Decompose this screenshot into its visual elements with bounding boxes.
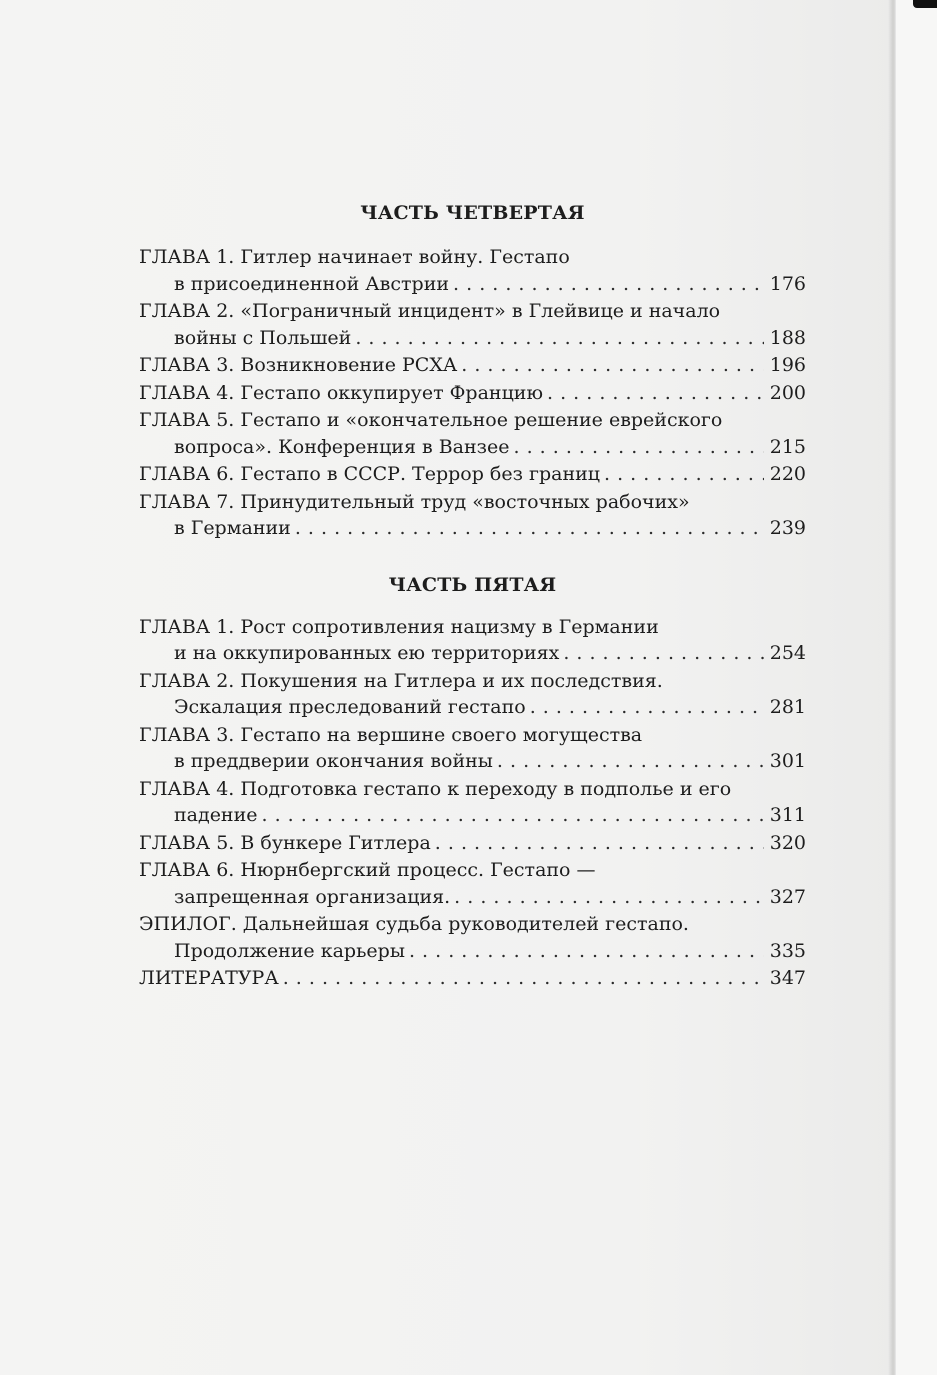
dot-leader: [355, 325, 763, 352]
dot-leader: [262, 802, 764, 829]
dot-leader: [514, 434, 764, 461]
dot-leader: [283, 965, 764, 992]
table-of-contents: [139, 198, 806, 992]
page-number: 320: [769, 831, 806, 854]
toc-entry[interactable]: [139, 830, 806, 857]
entry-row: [139, 325, 806, 352]
entry-title-line2: запрещенная организация.: [174, 885, 451, 908]
entry-title-line2: Эскалация преследований гестапо: [174, 696, 526, 718]
page-number: 200: [769, 381, 806, 404]
dot-leader: [295, 515, 764, 542]
entry-row: [139, 380, 806, 407]
entry-title-line2: ГЛАВА 4. Гестапо оккупирует Францию: [139, 381, 544, 404]
dot-leader: [453, 271, 764, 298]
toc-entry[interactable]: [139, 776, 806, 829]
entry-row: [139, 802, 806, 829]
toc-entry[interactable]: [139, 380, 806, 407]
entry-row: [139, 461, 806, 488]
entry-row: [139, 965, 806, 992]
entry-title-line2: и на оккупированных ею территориях: [174, 642, 560, 664]
part-title: ЧАСТЬ ЧЕТВЕРТАЯ: [360, 202, 585, 224]
toc-entry[interactable]: [139, 911, 806, 964]
dot-leader: [409, 938, 764, 965]
entry-title-line2: в Германии: [174, 517, 291, 539]
entry-title-line1: ГЛАВА 3. Гестапо на вершине своего могущества: [139, 723, 643, 746]
entry-title-line1: ГЛАВА 4. Подготовка гестапо к переходу в подполье и его: [139, 777, 732, 800]
entry-row: [139, 434, 806, 461]
dot-leader: [454, 884, 764, 911]
entry-title-line2: Продолжение карьеры: [174, 939, 405, 962]
dot-leader: [563, 640, 763, 667]
page-number: 347: [769, 967, 806, 989]
entry-title-line2: падение: [174, 804, 258, 826]
entry-title-line2: в преддверии окончания войны: [174, 750, 493, 772]
entry-row: [139, 884, 806, 911]
page-number: 188: [769, 326, 806, 349]
toc-entry[interactable]: [139, 352, 806, 379]
page-number: 301: [769, 750, 806, 772]
entry-title-line1: ГЛАВА 1. Рост сопротивления нацизму в Германии: [139, 615, 659, 638]
entry-title-line1: ГЛАВА 6. Нюрнбергский процесс. Гестапо —: [139, 859, 596, 881]
part-entries: [139, 244, 806, 542]
entry-title-line1: ГЛАВА 5. Гестапо и «окончательное решение еврейского: [139, 409, 723, 431]
page-number: 196: [769, 354, 806, 376]
entry-title-line2: в присоединенной Австрии: [174, 272, 450, 295]
facing-page-edge: [896, 0, 937, 1375]
entry-row: [139, 748, 806, 775]
part-title: ЧАСТЬ ПЯТАЯ: [388, 573, 557, 596]
dot-leader: [435, 830, 764, 857]
dot-leader: [497, 748, 764, 775]
toc-entry[interactable]: [139, 965, 806, 992]
entry-row: [139, 830, 806, 857]
page-number: 254: [769, 642, 806, 664]
page-number: 327: [769, 885, 806, 908]
entry-title-line2: ГЛАВА 6. Гестапо в СССР. Террор без границ: [139, 463, 601, 485]
entry-row: [139, 694, 806, 721]
entry-row: [139, 515, 806, 542]
entry-row: [139, 938, 806, 965]
entry-title-line1: ЭПИЛОГ. Дальнейшая судьба руководителей гестапо.: [139, 913, 689, 935]
entry-title-line2: ГЛАВА 5. В бункере Гитлера: [139, 831, 431, 854]
entry-title-line2: ЛИТЕРАТУРА: [139, 967, 279, 989]
toc-entry[interactable]: [139, 407, 806, 460]
page-number: 281: [769, 696, 806, 718]
page-number: 335: [769, 939, 806, 962]
entry-title-line2: вопроса». Конференция в Ванзее: [174, 435, 510, 458]
entry-title-line1: ГЛАВА 2. «Пограничный инцидент» в Глейвице и начало: [139, 300, 721, 322]
entry-row: [139, 352, 806, 379]
toc-entry[interactable]: [139, 489, 806, 542]
dot-leader: [547, 380, 764, 407]
dot-leader: [461, 352, 763, 379]
toc-entry[interactable]: [139, 244, 806, 297]
toc-entry[interactable]: [139, 298, 806, 351]
entry-title-line2: войны с Польшей: [174, 326, 352, 349]
part-entries: [139, 614, 806, 992]
dot-leader: [604, 461, 764, 488]
toc-entry[interactable]: [139, 614, 806, 667]
page-number: 176: [769, 272, 806, 295]
toc-entry[interactable]: [139, 722, 806, 775]
page-number: 239: [769, 517, 806, 539]
toc-entry[interactable]: [139, 461, 806, 488]
page-number: 311: [769, 804, 806, 826]
entry-row: [139, 271, 806, 298]
toc-entry[interactable]: [139, 668, 806, 721]
entry-row: [139, 640, 806, 667]
toc-entry[interactable]: [139, 857, 806, 910]
dot-leader: [530, 694, 764, 721]
scan-corner: [913, 0, 937, 8]
entry-title-line1: ГЛАВА 1. Гитлер начинает войну. Гестапо: [139, 246, 570, 268]
entry-title-line1: ГЛАВА 7. Принудительный труд «восточных рабочих»: [139, 490, 690, 513]
entry-title-line2: ГЛАВА 3. Возникновение РСХА: [139, 354, 458, 376]
page-number: 220: [769, 463, 806, 485]
page-number: 215: [769, 435, 806, 458]
entry-title-line1: ГЛАВА 2. Покушения на Гитлера и их последствия.: [139, 669, 663, 692]
